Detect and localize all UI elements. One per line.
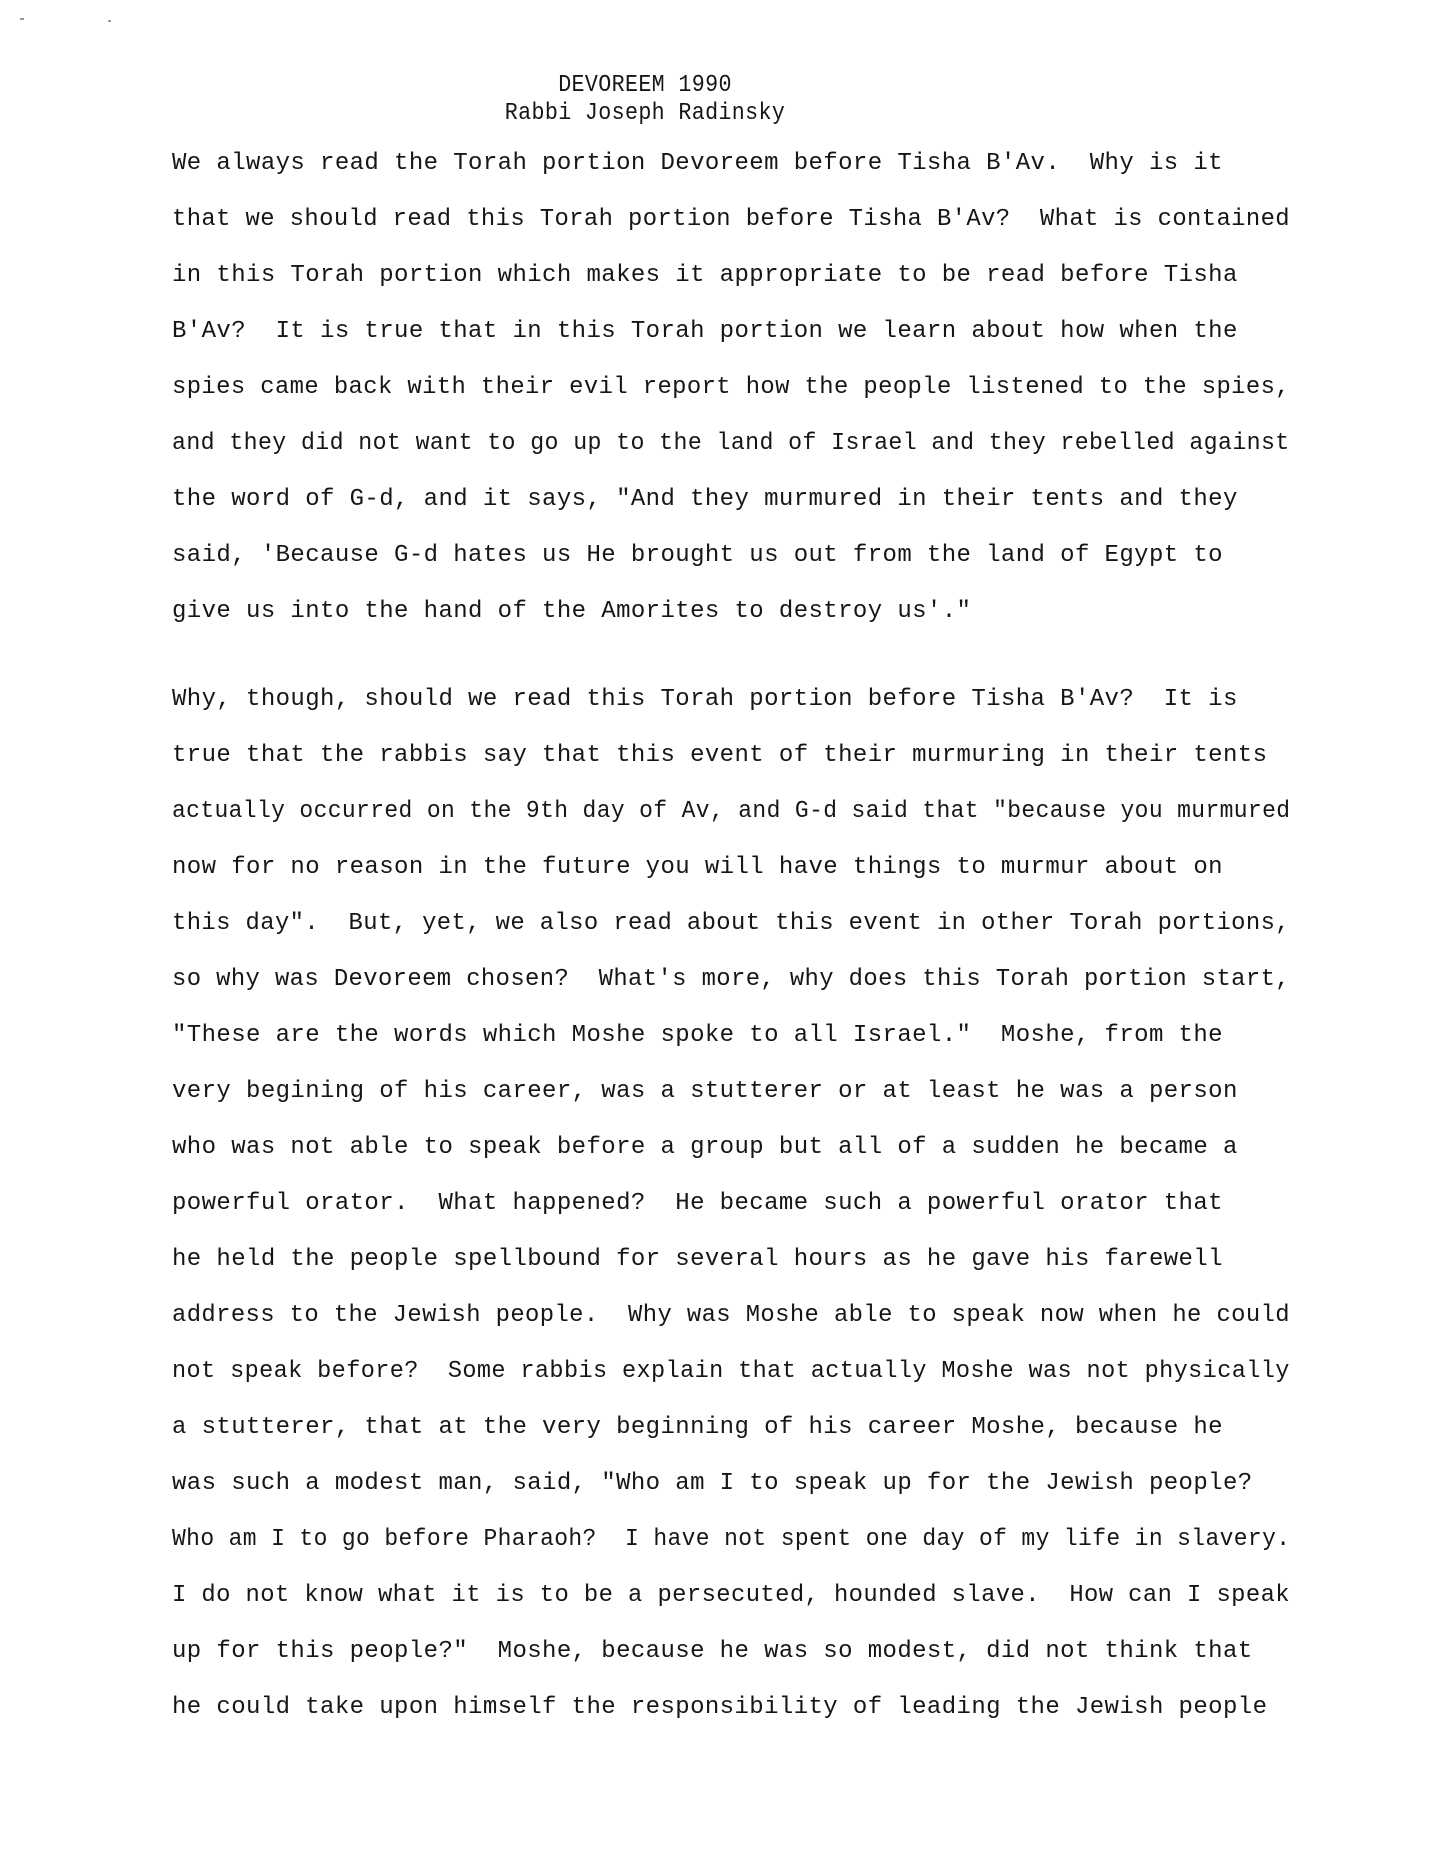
document-title: DEVOREEM 1990 [558,72,732,99]
text-line: was such a modest man, said, "Who am I to speak up for the Jewish people? [172,1470,1253,1497]
scan-mark [108,20,111,22]
text-line: Why, though, should we read this Torah portion before Tisha B'Av? It is [172,686,1238,713]
text-line: he held the people spellbound for several hours as he gave his farewell [172,1246,1223,1273]
document-author: Rabbi Joseph Radinsky [504,100,786,127]
text-line: true that the rabbis say that this event of their murmuring in their tents [172,742,1268,769]
scan-mark [20,18,24,20]
text-line: up for this people?" Moshe, because he was so modest, did not think that [172,1638,1253,1665]
text-line: said, 'Because G-d hates us He brought us out from the land of Egypt to [172,542,1223,569]
text-line: Who am I to go before Pharaoh? I have not spent one day of my life in slavery. [172,1526,1291,1553]
text-line: a stutterer, that at the very beginning of his career Moshe, because he [172,1414,1223,1441]
text-line: I do not know what it is to be a persecuted, hounded slave. How can I speak [172,1582,1291,1609]
text-line: spies came back with their evil report how the people listened to the spies, [172,374,1291,401]
text-line: so why was Devoreem chosen? What's more, why does this Torah portion start, [172,966,1291,993]
text-line: that we should read this Torah portion before Tisha B'Av? What is contained [172,206,1291,233]
text-line: very begining of his career, was a stutterer or at least he was a person [172,1078,1238,1105]
text-line: and they did not want to go up to the land of Israel and they rebelled against [172,430,1290,457]
text-line: give us into the hand of the Amorites to destroy us'." [172,598,972,625]
text-line: the word of G-d, and it says, "And they murmured in their tents and they [172,486,1238,513]
text-line: now for no reason in the future you will have things to murmur about on [172,854,1223,881]
text-line: who was not able to speak before a group but all of a sudden he became a [172,1134,1238,1161]
document-header [0,72,1430,128]
text-line: actually occurred on the 9th day of Av, and G-d said that "because you murmured [172,798,1291,825]
text-line: not speak before? Some rabbis explain that actually Moshe was not physically [172,1358,1290,1385]
text-line: address to the Jewish people. Why was Moshe able to speak now when he could [172,1302,1291,1329]
text-line: B'Av? It is true that in this Torah portion we learn about how when the [172,318,1238,345]
text-line: We always read the Torah portion Devoreem before Tisha B'Av. Why is it [172,150,1223,177]
text-line: he could take upon himself the responsibility of leading the Jewish people [172,1694,1268,1721]
text-line: this day". But, yet, we also read about this event in other Torah portions, [172,910,1291,937]
text-line: "These are the words which Moshe spoke to all Israel." Moshe, from the [172,1022,1223,1049]
text-line: powerful orator. What happened? He became such a powerful orator that [172,1190,1223,1217]
text-line: in this Torah portion which makes it appropriate to be read before Tisha [172,262,1238,289]
